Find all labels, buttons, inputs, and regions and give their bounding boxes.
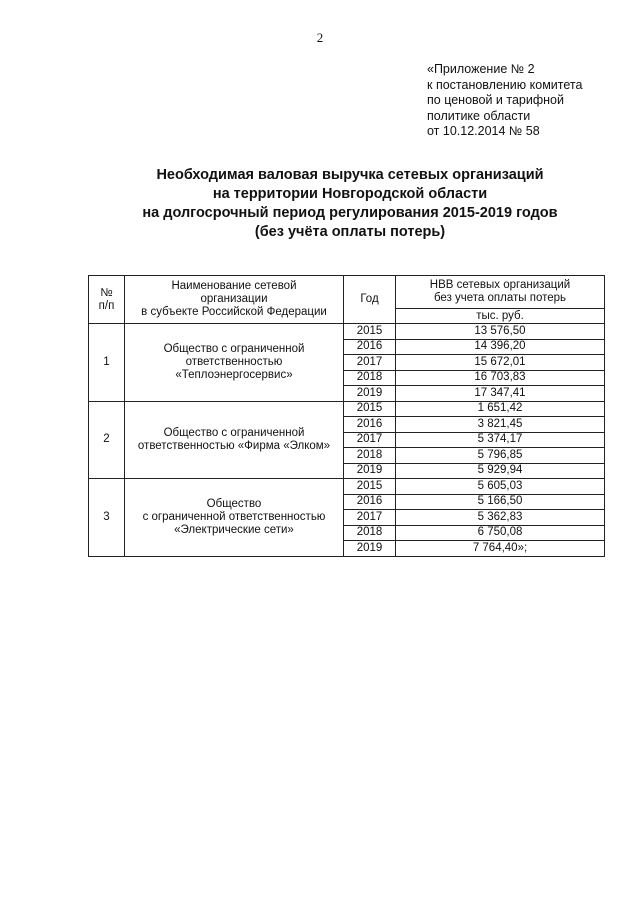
org-name — [125, 479, 344, 557]
title-line: на территории Новгородской области — [212, 186, 488, 202]
header-nvv — [396, 276, 605, 309]
value-cell: 14 396,20 — [396, 339, 605, 355]
year-cell: 2018 — [344, 448, 396, 464]
appendix-line: к постановлению комитета — [427, 77, 583, 92]
value-cell: 5 362,83 — [396, 510, 605, 526]
org-number: 3 — [89, 479, 125, 557]
appendix-line: по ценовой и тарифной — [427, 93, 564, 107]
title-line: на долгосрочный период регулирования 2015-2019 годов — [142, 205, 558, 221]
value-cell: 5 374,17 — [396, 432, 605, 448]
table-row — [89, 479, 605, 495]
org-name-line: ответственностью — [185, 355, 283, 368]
value-cell: 1 651,42 — [396, 401, 605, 417]
value-cell: 5 929,94 — [396, 463, 605, 479]
org-name — [125, 401, 344, 479]
appendix-line: политике области — [427, 108, 531, 123]
header-unit: тыс. руб. — [396, 309, 605, 324]
appendix-line: от 10.12.2014 № 58 — [427, 124, 540, 138]
org-name-line: «Электрические сети» — [174, 523, 294, 536]
org-number: 1 — [89, 324, 125, 402]
value-cell: 16 703,83 — [396, 370, 605, 386]
year-cell: 2018 — [344, 370, 396, 386]
header-number-line: п/п — [98, 299, 115, 312]
year-cell: 2017 — [344, 432, 396, 448]
year-cell: 2019 — [344, 541, 396, 557]
appendix-reference — [427, 62, 582, 140]
title-line: (без учёта оплаты потерь) — [254, 224, 446, 240]
value-cell: 13 576,50 — [396, 324, 605, 340]
year-cell: 2019 — [344, 463, 396, 479]
year-cell: 2017 — [344, 355, 396, 371]
document-title — [0, 166, 640, 242]
year-cell: 2016 — [344, 494, 396, 510]
appendix-line: «Приложение № 2 — [427, 62, 535, 76]
nvv-table — [88, 275, 605, 557]
header-organization-line: Наименование сетевой — [171, 280, 297, 292]
page-number: 2 — [316, 30, 324, 45]
value-cell: 15 672,01 — [396, 355, 605, 371]
header-nvv-line: НВВ сетевых организаций — [429, 279, 571, 291]
value-cell: 5 796,85 — [396, 448, 605, 464]
org-name-line: ответственностью «Фирма «Элком» — [137, 439, 331, 452]
value-cell: 5 166,50 — [396, 494, 605, 510]
value-cell: 17 347,41 — [396, 386, 605, 402]
title-line: Необходимая валовая выручка сетевых организаций — [156, 167, 544, 183]
header-number — [89, 276, 125, 324]
org-name-line: Общество с ограниченной — [163, 342, 305, 355]
header-organization — [125, 276, 344, 324]
value-cell: 6 750,08 — [396, 525, 605, 541]
value-cell: 3 821,45 — [396, 417, 605, 433]
value-cell: 5 605,03 — [396, 479, 605, 495]
org-name-line: Общество с ограниченной — [163, 426, 305, 439]
year-cell: 2015 — [344, 401, 396, 417]
org-name — [125, 324, 344, 402]
org-number: 2 — [89, 401, 125, 479]
year-cell: 2017 — [344, 510, 396, 526]
org-name-line: «Теплоэнергосервис» — [175, 368, 293, 381]
year-cell: 2015 — [344, 324, 396, 340]
org-name-line: с ограниченной ответственностью — [142, 510, 326, 523]
table-row — [89, 401, 605, 417]
org-name-line: Общество — [206, 497, 262, 510]
header-year: Год — [344, 276, 396, 324]
header-organization-line: в субъекте Российской Федерации — [141, 306, 327, 318]
year-cell: 2019 — [344, 386, 396, 402]
year-cell: 2016 — [344, 417, 396, 433]
header-organization-line: организации — [200, 293, 268, 305]
table-header-row — [89, 276, 605, 309]
table-row — [89, 324, 605, 340]
header-nvv-line: без учета оплаты потерь — [433, 292, 567, 304]
header-number-line: № — [100, 286, 113, 299]
year-cell: 2015 — [344, 479, 396, 495]
year-cell: 2018 — [344, 525, 396, 541]
year-cell: 2016 — [344, 339, 396, 355]
value-cell: 7 764,40»; — [396, 541, 605, 557]
